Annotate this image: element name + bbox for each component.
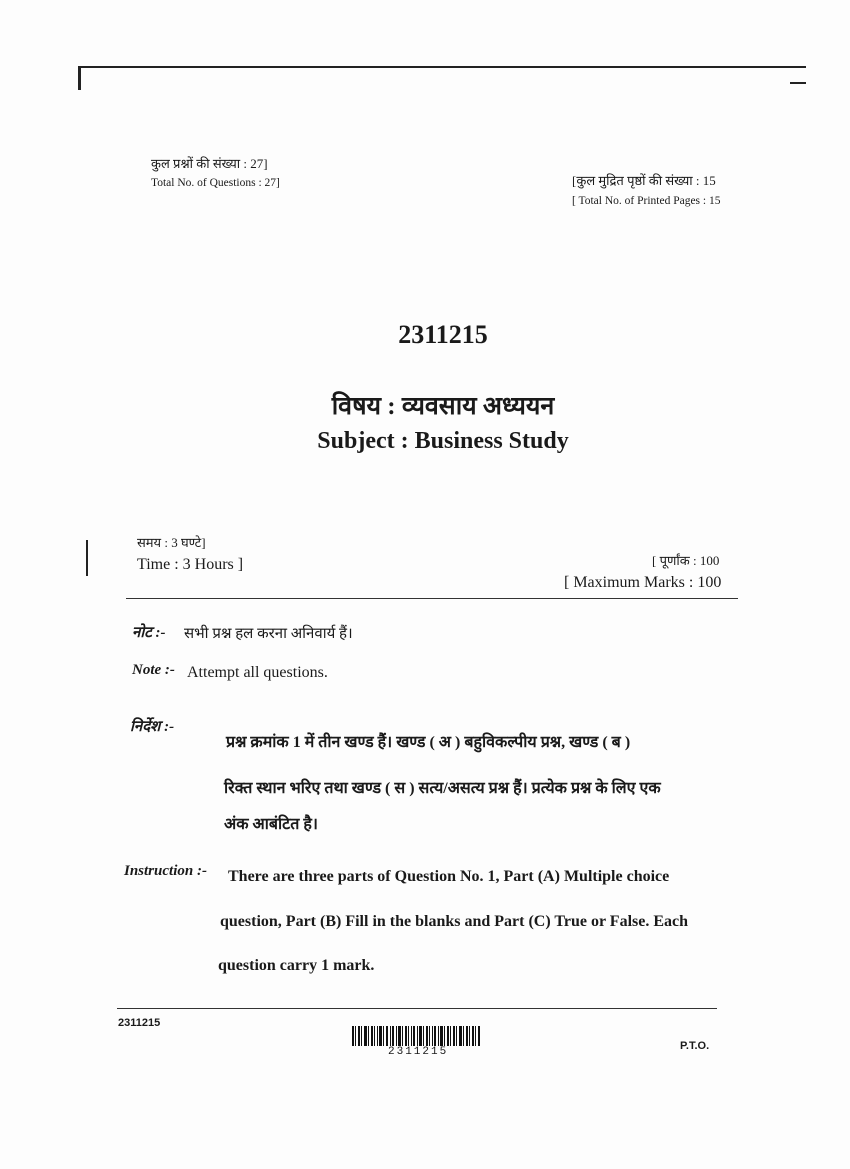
subject-title-hi: विषय : व्यवसाय अध्ययन bbox=[331, 393, 555, 420]
total-questions-en: Total No. of Questions : 27] bbox=[151, 177, 280, 189]
barcode bbox=[352, 1026, 480, 1046]
total-pages-hi: [कुल मुद्रित पृष्ठों की संख्या : 15 bbox=[572, 173, 716, 188]
instruction-label-en: Instruction :- bbox=[124, 863, 207, 879]
scan-top-border bbox=[78, 66, 806, 68]
instruction-line-1: There are three parts of Question No. 1, Part (A) Multiple choice bbox=[228, 868, 670, 885]
note-label-en: Note :- bbox=[132, 662, 175, 678]
marks-hi: [ पूर्णांक : 100 bbox=[652, 553, 720, 568]
pto-label: P.T.O. bbox=[680, 1040, 710, 1052]
footer-paper-code: 2311215 bbox=[118, 1017, 161, 1029]
paper-code: 2311215 bbox=[398, 320, 488, 349]
note-text-hi: सभी प्रश्न हल करना अनिवार्य हैं। bbox=[184, 626, 353, 642]
barcode-number: 2311215 bbox=[388, 1046, 449, 1058]
instruction-line-2: question, Part (B) Fill in the blanks and Part (C) True or False. Each bbox=[220, 913, 689, 930]
time-en: Time : 3 Hours ] bbox=[137, 556, 244, 573]
scan-top-right-tick bbox=[790, 82, 806, 84]
direction-line-1: प्रश्न क्रमांक 1 में तीन खण्ड हैं। खण्ड ( अ ) बहुविकल्पीय प्रश्न, खण्ड ( ब ) bbox=[226, 734, 631, 751]
direction-line-2: रिक्त स्थान भरिए तथा खण्ड ( स ) सत्य/असत्य प्रश्न हैं। प्रत्येक प्रश्न के लिए एक bbox=[224, 780, 661, 797]
note-text-en: Attempt all questions. bbox=[187, 664, 328, 681]
scan-top-left-bracket bbox=[78, 66, 81, 90]
total-questions-hi: कुल प्रश्नों की संख्या : 27] bbox=[151, 156, 268, 171]
total-pages-en: [ Total No. of Printed Pages : 15 bbox=[572, 195, 721, 207]
footer-divider bbox=[117, 1008, 717, 1009]
time-hi: समय : 3 घण्टे] bbox=[137, 535, 206, 550]
header-divider bbox=[126, 598, 738, 599]
instruction-line-3: question carry 1 mark. bbox=[218, 957, 375, 974]
note-label-hi: नोट :- bbox=[132, 625, 166, 641]
direction-label-hi: निर्देश :- bbox=[130, 719, 175, 735]
scan-left-mark bbox=[86, 540, 88, 576]
marks-en: [ Maximum Marks : 100 bbox=[564, 574, 722, 591]
subject-title-en: Subject : Business Study bbox=[317, 428, 569, 454]
direction-line-3: अंक आबंटित है। bbox=[224, 816, 318, 833]
